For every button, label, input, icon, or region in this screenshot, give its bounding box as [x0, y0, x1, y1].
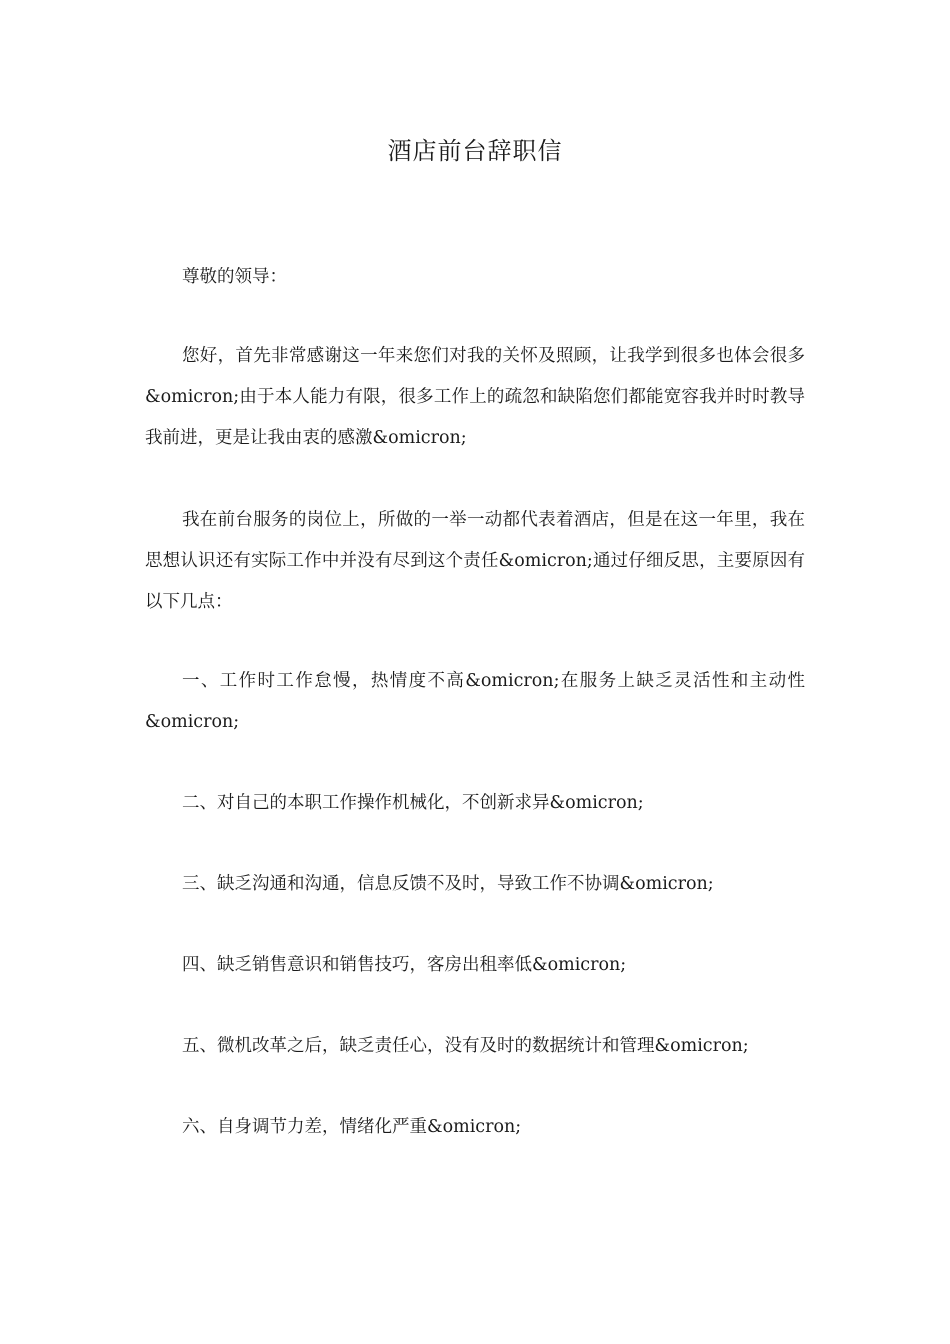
list-item-3: 三、缺乏沟通和沟通，信息反馈不及时，导致工作不协调&omicron; [182, 874, 714, 894]
salutation: 尊敬的领导： [182, 267, 287, 287]
list-item-4: 四、缺乏销售意识和销售技巧，客房出租率低&omicron; [182, 955, 627, 975]
list-item-1: 一、工作时工作怠慢，热情度不高&omicron;在服务上缺乏灵活性和主动性&omicron; [145, 671, 805, 732]
paragraph-reflection: 我在前台服务的岗位上，所做的一举一动都代表着酒店，但是在这一年里，我在思想认识还有实际工作中并没有尽到这个责任&omicron;通过仔细反思，主要原因有以下几点： [145, 510, 805, 612]
list-item-5: 五、微机改革之后，缺乏责任心，没有及时的数据统计和管理&omicron; [182, 1036, 749, 1056]
list-item-6: 六、自身调节力差，情绪化严重&omicron; [182, 1117, 522, 1137]
paragraph-thanks: 您好，首先非常感谢这一年来您们对我的关怀及照顾，让我学到很多也体会很多&omicron;由于本人能力有限，很多工作上的疏忽和缺陷您们都能宽容我并时时教导我前进，更是让我由衷的感激&omicron; [145, 346, 805, 448]
list-item-2: 二、对自己的本职工作操作机械化，不创新求异&omicron; [182, 793, 644, 813]
document-title: 酒店前台辞职信 [387, 137, 563, 165]
